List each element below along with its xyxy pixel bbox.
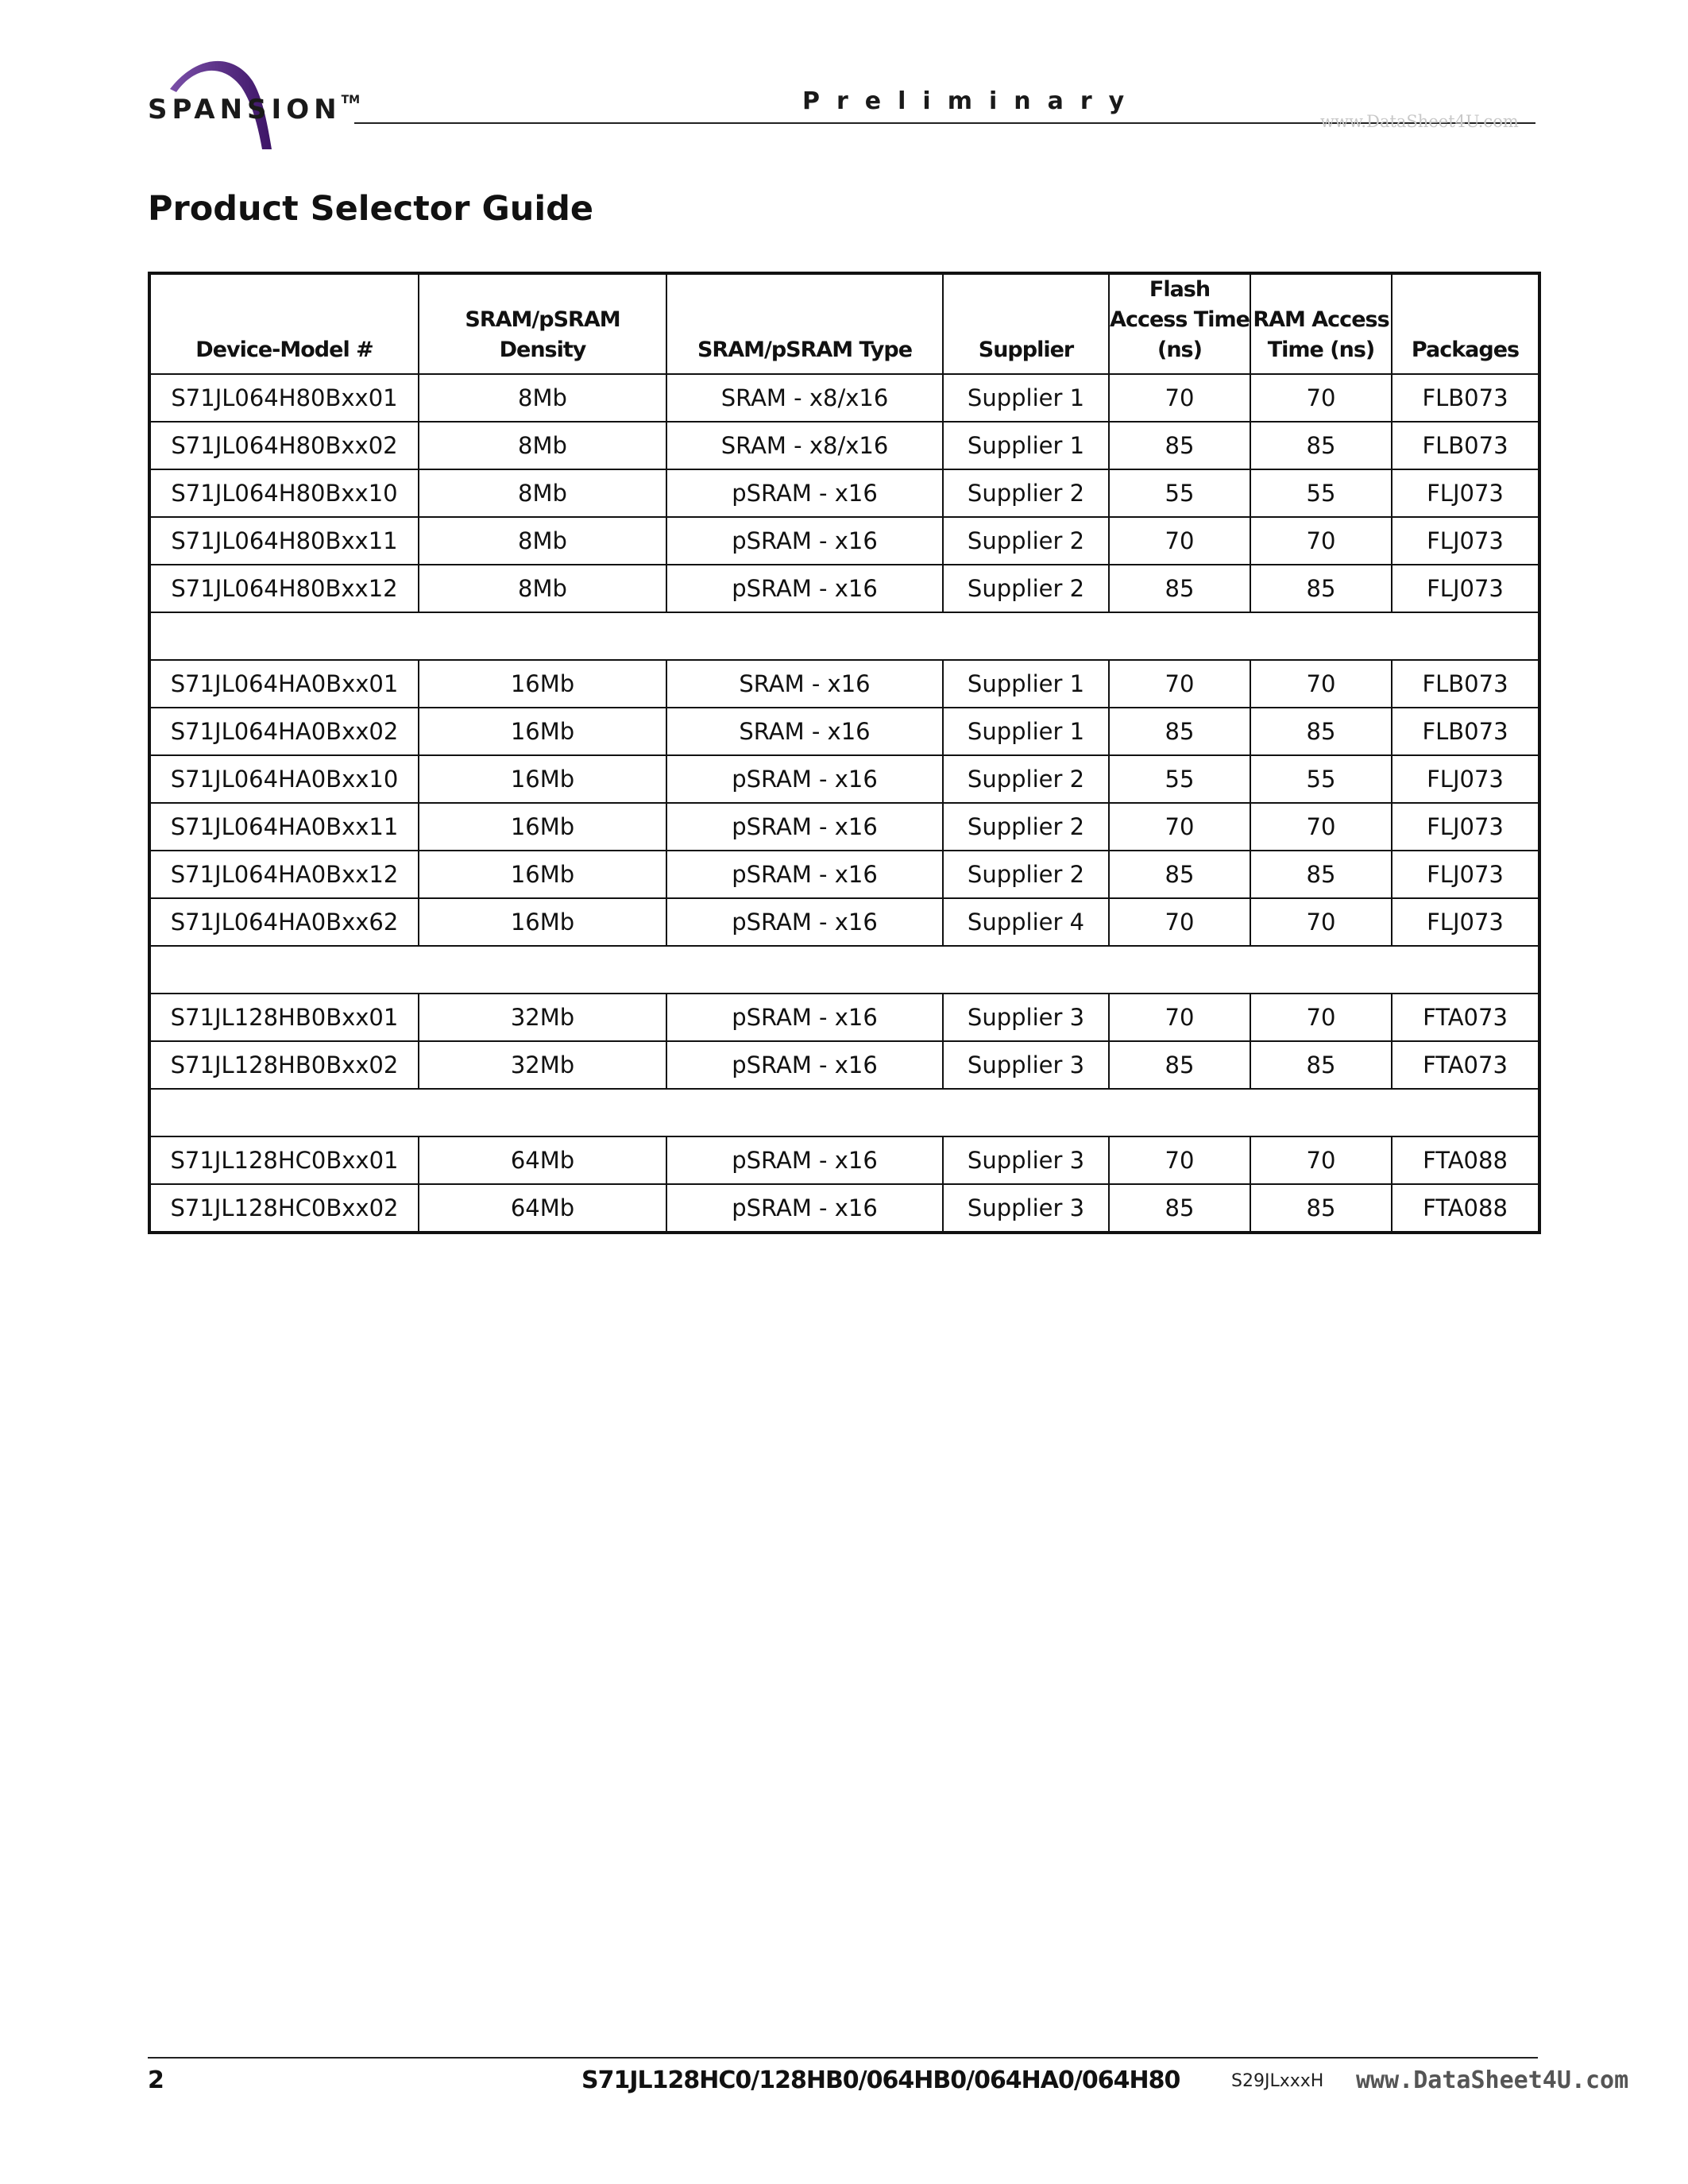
cell-flash-access: 85 — [1109, 708, 1250, 755]
cell-supplier: Supplier 1 — [943, 708, 1109, 755]
cell-density: 8Mb — [419, 422, 666, 469]
cell-package: FLB073 — [1392, 374, 1539, 422]
cell-ram-access: 55 — [1250, 469, 1392, 517]
logo-text: SPANSION — [148, 94, 342, 125]
watermark-top: www.DataSheet4U.com — [1320, 112, 1519, 131]
cell-supplier: Supplier 1 — [943, 660, 1109, 708]
cell-density: 16Mb — [419, 708, 666, 755]
cell-device-model: S71JL128HC0Bxx02 — [149, 1184, 419, 1233]
cell-ram-access: 70 — [1250, 994, 1392, 1041]
cell-package: FLB073 — [1392, 422, 1539, 469]
header-supplier: Supplier — [943, 273, 1109, 374]
cell-package: FTA073 — [1392, 994, 1539, 1041]
cell-density: 64Mb — [419, 1184, 666, 1233]
cell-flash-access: 85 — [1109, 1041, 1250, 1089]
cell-ram-access: 70 — [1250, 1136, 1392, 1184]
cell-package: FTA088 — [1392, 1184, 1539, 1233]
preliminary-label: Preliminary — [802, 87, 1141, 115]
cell-type: SRAM - x16 — [666, 660, 943, 708]
table-row — [149, 1041, 1539, 1089]
cell-supplier: Supplier 2 — [943, 517, 1109, 565]
cell-package: FLJ073 — [1392, 469, 1539, 517]
cell-density: 8Mb — [419, 374, 666, 422]
cell-device-model: S71JL128HC0Bxx01 — [149, 1136, 419, 1184]
header-type: SRAM/pSRAM Type — [666, 273, 943, 374]
table-header-row — [149, 273, 1539, 374]
table-row — [149, 374, 1539, 422]
cell-type: pSRAM - x16 — [666, 803, 943, 851]
cell-device-model: S71JL064H80Bxx02 — [149, 422, 419, 469]
cell-density: 8Mb — [419, 565, 666, 612]
cell-type: pSRAM - x16 — [666, 898, 943, 946]
cell-flash-access: 70 — [1109, 1136, 1250, 1184]
cell-device-model: S71JL064H80Bxx10 — [149, 469, 419, 517]
table-row — [149, 898, 1539, 946]
cell-ram-access: 85 — [1250, 851, 1392, 898]
cell-device-model: S71JL128HB0Bxx02 — [149, 1041, 419, 1089]
cell-supplier: Supplier 2 — [943, 469, 1109, 517]
cell-ram-access: 70 — [1250, 803, 1392, 851]
page-number: 2 — [148, 2066, 164, 2094]
logo-trademark: TM — [341, 94, 361, 106]
cell-device-model: S71JL064HA0Bxx10 — [149, 755, 419, 803]
cell-supplier: Supplier 2 — [943, 803, 1109, 851]
cell-density: 16Mb — [419, 755, 666, 803]
cell-density: 16Mb — [419, 660, 666, 708]
cell-package: FLJ073 — [1392, 755, 1539, 803]
cell-supplier: Supplier 1 — [943, 422, 1109, 469]
cell-flash-access: 85 — [1109, 422, 1250, 469]
cell-ram-access: 70 — [1250, 374, 1392, 422]
table-row — [149, 1184, 1539, 1233]
cell-ram-access: 85 — [1250, 1041, 1392, 1089]
cell-supplier: Supplier 3 — [943, 1041, 1109, 1089]
table-row — [149, 994, 1539, 1041]
cell-supplier: Supplier 2 — [943, 565, 1109, 612]
cell-device-model: S71JL064H80Bxx01 — [149, 374, 419, 422]
cell-ram-access: 85 — [1250, 565, 1392, 612]
table-group-separator — [149, 946, 1539, 994]
cell-supplier: Supplier 3 — [943, 1184, 1109, 1233]
table-row — [149, 565, 1539, 612]
cell-flash-access: 70 — [1109, 803, 1250, 851]
cell-package: FLJ073 — [1392, 803, 1539, 851]
cell-type: pSRAM - x16 — [666, 851, 943, 898]
cell-density: 16Mb — [419, 851, 666, 898]
cell-density: 64Mb — [419, 1136, 666, 1184]
cell-supplier: Supplier 4 — [943, 898, 1109, 946]
cell-device-model: S71JL064HA0Bxx02 — [149, 708, 419, 755]
separator-cell — [149, 612, 1539, 660]
page-title: Product Selector Guide — [148, 189, 594, 229]
table-group-separator — [149, 1089, 1539, 1136]
cell-flash-access: 70 — [1109, 374, 1250, 422]
cell-supplier: Supplier 2 — [943, 755, 1109, 803]
cell-type: SRAM - x16 — [666, 708, 943, 755]
cell-device-model: S71JL064H80Bxx12 — [149, 565, 419, 612]
table-body — [149, 374, 1539, 1233]
cell-density: 32Mb — [419, 1041, 666, 1089]
header-density: SRAM/pSRAM Density — [419, 273, 666, 374]
cell-ram-access: 70 — [1250, 898, 1392, 946]
table-row — [149, 755, 1539, 803]
separator-cell — [149, 1089, 1539, 1136]
cell-density: 8Mb — [419, 469, 666, 517]
cell-package: FTA088 — [1392, 1136, 1539, 1184]
cell-flash-access: 85 — [1109, 851, 1250, 898]
cell-flash-access: 85 — [1109, 565, 1250, 612]
cell-supplier: Supplier 1 — [943, 374, 1109, 422]
cell-type: pSRAM - x16 — [666, 994, 943, 1041]
cell-package: FLJ073 — [1392, 517, 1539, 565]
cell-package: FLJ073 — [1392, 898, 1539, 946]
watermark-bottom: www.DataSheet4U.com — [1356, 2066, 1629, 2094]
header-ram-access: RAM Access Time (ns) — [1250, 273, 1392, 374]
cell-flash-access: 70 — [1109, 517, 1250, 565]
cell-type: pSRAM - x16 — [666, 755, 943, 803]
footer-doc-title: S71JL128HC0/128HB0/064HB0/064HA0/064H80 — [581, 2066, 1180, 2094]
table-row — [149, 1136, 1539, 1184]
table-row — [149, 803, 1539, 851]
product-selector-table — [148, 272, 1541, 1234]
logo-wordmark — [148, 94, 360, 125]
cell-type: pSRAM - x16 — [666, 469, 943, 517]
cell-flash-access: 70 — [1109, 898, 1250, 946]
table-row — [149, 469, 1539, 517]
table-row — [149, 851, 1539, 898]
cell-ram-access: 85 — [1250, 422, 1392, 469]
cell-supplier: Supplier 2 — [943, 851, 1109, 898]
cell-package: FLB073 — [1392, 708, 1539, 755]
cell-device-model: S71JL128HB0Bxx01 — [149, 994, 419, 1041]
cell-package: FLJ073 — [1392, 851, 1539, 898]
cell-package: FLJ073 — [1392, 565, 1539, 612]
cell-type: pSRAM - x16 — [666, 517, 943, 565]
cell-device-model: S71JL064HA0Bxx11 — [149, 803, 419, 851]
cell-type: SRAM - x8/x16 — [666, 374, 943, 422]
footer-doc-id: S29JLxxxH — [1231, 2071, 1324, 2091]
cell-type: pSRAM - x16 — [666, 1184, 943, 1233]
cell-supplier: Supplier 3 — [943, 994, 1109, 1041]
cell-ram-access: 55 — [1250, 755, 1392, 803]
cell-density: 16Mb — [419, 803, 666, 851]
cell-type: pSRAM - x16 — [666, 1041, 943, 1089]
table-row — [149, 517, 1539, 565]
table-group-separator — [149, 612, 1539, 660]
cell-ram-access: 85 — [1250, 708, 1392, 755]
table-row — [149, 422, 1539, 469]
cell-device-model: S71JL064H80Bxx11 — [149, 517, 419, 565]
separator-cell — [149, 946, 1539, 994]
cell-flash-access: 70 — [1109, 660, 1250, 708]
cell-type: SRAM - x8/x16 — [666, 422, 943, 469]
table-row — [149, 708, 1539, 755]
cell-density: 32Mb — [419, 994, 666, 1041]
cell-type: pSRAM - x16 — [666, 1136, 943, 1184]
cell-flash-access: 55 — [1109, 755, 1250, 803]
cell-density: 8Mb — [419, 517, 666, 565]
cell-ram-access: 70 — [1250, 660, 1392, 708]
cell-flash-access: 85 — [1109, 1184, 1250, 1233]
spansion-logo — [148, 57, 361, 156]
cell-package: FTA073 — [1392, 1041, 1539, 1089]
cell-flash-access: 70 — [1109, 994, 1250, 1041]
cell-device-model: S71JL064HA0Bxx12 — [149, 851, 419, 898]
cell-device-model: S71JL064HA0Bxx62 — [149, 898, 419, 946]
cell-supplier: Supplier 3 — [943, 1136, 1109, 1184]
cell-density: 16Mb — [419, 898, 666, 946]
cell-flash-access: 55 — [1109, 469, 1250, 517]
header-device-model: Device-Model # — [149, 273, 419, 374]
cell-type: pSRAM - x16 — [666, 565, 943, 612]
cell-ram-access: 85 — [1250, 1184, 1392, 1233]
header-flash-access: Flash Access Time (ns) — [1109, 273, 1250, 374]
cell-device-model: S71JL064HA0Bxx01 — [149, 660, 419, 708]
cell-ram-access: 70 — [1250, 517, 1392, 565]
table-row — [149, 660, 1539, 708]
header-packages: Packages — [1392, 273, 1539, 374]
cell-package: FLB073 — [1392, 660, 1539, 708]
footer-rule — [148, 2057, 1538, 2059]
